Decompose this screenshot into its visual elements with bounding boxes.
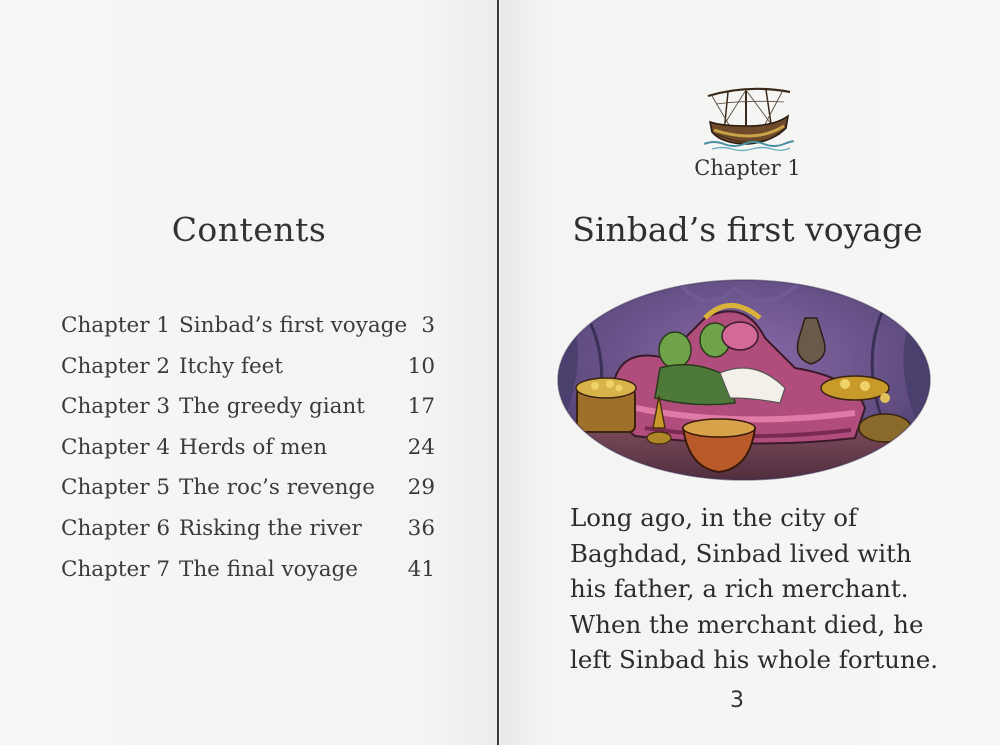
- chapter-label: Chapter 1: [694, 156, 801, 180]
- toc-row-2: [61, 347, 441, 388]
- toc-chapter-label: Chapter 4: [61, 434, 171, 460]
- book-spine: [497, 0, 499, 745]
- table-of-contents: [61, 306, 441, 590]
- toc-chapter-title: Sinbad’s first voyage: [179, 313, 408, 338]
- toc-chapter-title: The roc’s revenge: [179, 475, 375, 501]
- left-page: [0, 0, 498, 745]
- toc-row-7: [61, 550, 441, 591]
- story-line: When the merchant died, he: [570, 609, 924, 639]
- toc-chapter-title: The greedy giant: [179, 394, 365, 420]
- toc-chapter-label: Chapter 7: [61, 556, 171, 582]
- toc-chapter-label: Chapter 3: [61, 394, 171, 420]
- toc-chapter-title: Herds of men: [179, 434, 328, 460]
- toc-chapter-title: The final voyage: [179, 556, 359, 582]
- toc-page-number: 24: [407, 434, 435, 460]
- ship-icon: [702, 82, 794, 154]
- toc-row-3: [61, 387, 441, 428]
- toc-page-number: 41: [407, 556, 435, 582]
- chapter-heading: Sinbad’s first voyage: [572, 210, 923, 249]
- toc-chapter-label: Chapter 1: [61, 313, 171, 338]
- toc-chapter-label: Chapter 5: [61, 475, 171, 501]
- story-text: [570, 500, 940, 678]
- toc-chapter-title: Itchy feet: [179, 353, 284, 379]
- toc-chapter-label: Chapter 2: [61, 353, 171, 379]
- sinbad-treasure-illustration: [555, 278, 933, 486]
- toc-page-number: 29: [407, 475, 435, 501]
- story-line: left Sinbad his whole fortune.: [570, 645, 939, 674]
- page-number: 3: [730, 688, 744, 713]
- toc-chapter-label: Chapter 6: [61, 515, 171, 541]
- toc-page-number: 10: [407, 353, 435, 379]
- toc-page-number: 17: [407, 394, 435, 420]
- story-line: Baghdad, Sinbad lived with: [570, 538, 912, 568]
- story-line: his father, a rich merchant.: [570, 574, 909, 603]
- toc-row-4: [61, 428, 441, 469]
- toc-row-6: [61, 509, 441, 550]
- toc-row-5: [61, 468, 441, 509]
- story-line: Long ago, in the city of: [570, 503, 858, 532]
- contents-heading: Contents: [171, 210, 327, 249]
- toc-page-number: 36: [407, 515, 435, 541]
- toc-page-number: 3: [421, 313, 435, 338]
- toc-row-1: [61, 306, 441, 347]
- toc-chapter-title: Risking the river: [179, 515, 362, 541]
